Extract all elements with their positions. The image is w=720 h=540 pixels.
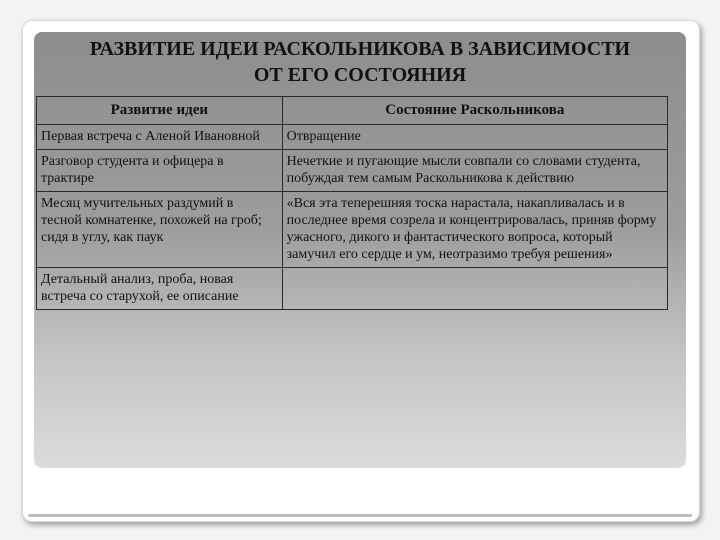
header-state: Состояние Раскольникова (282, 97, 667, 125)
table-row (37, 150, 668, 192)
cell-development: Месяц мучительных раздумий в тесной комнатенке, похожей на гроб; сидя в углу, как паук (37, 192, 283, 268)
cell-development: Первая встреча с Аленой Ивановной (37, 125, 283, 150)
table-row (37, 125, 668, 150)
title-line-1: РАЗВИТИЕ ИДЕИ РАСКОЛЬНИКОВА В ЗАВИСИМОСТИ (89, 38, 631, 60)
slide-title (36, 36, 684, 88)
cell-state: «Вся эта теперешняя тоска нарастала, накапливалась и в последнее время созрела и концентрировалась, приняв форму ужасного, дикого и фантастического вопроса, который замучил его сердце и ум, неотразимо требуя решения» (282, 192, 667, 268)
idea-state-table (36, 96, 668, 310)
bottom-divider (28, 514, 692, 517)
cell-development: Разговор студента и офицера в трактире (37, 150, 283, 192)
cell-state: Отвращение (282, 125, 667, 150)
cell-state: Нечеткие и пугающие мысли совпали со словами студента, побуждая тем самым Раскольникова к действию (282, 150, 667, 192)
header-development: Развитие идеи (37, 97, 283, 125)
title-line-2: ОТ ЕГО СОСТОЯНИЯ (253, 64, 467, 86)
table-row (37, 268, 668, 310)
cell-state (282, 268, 667, 310)
table-header-row (37, 97, 668, 125)
table-row (37, 192, 668, 268)
cell-development: Детальный анализ, проба, новая встреча со старухой, ее описание (37, 268, 283, 310)
